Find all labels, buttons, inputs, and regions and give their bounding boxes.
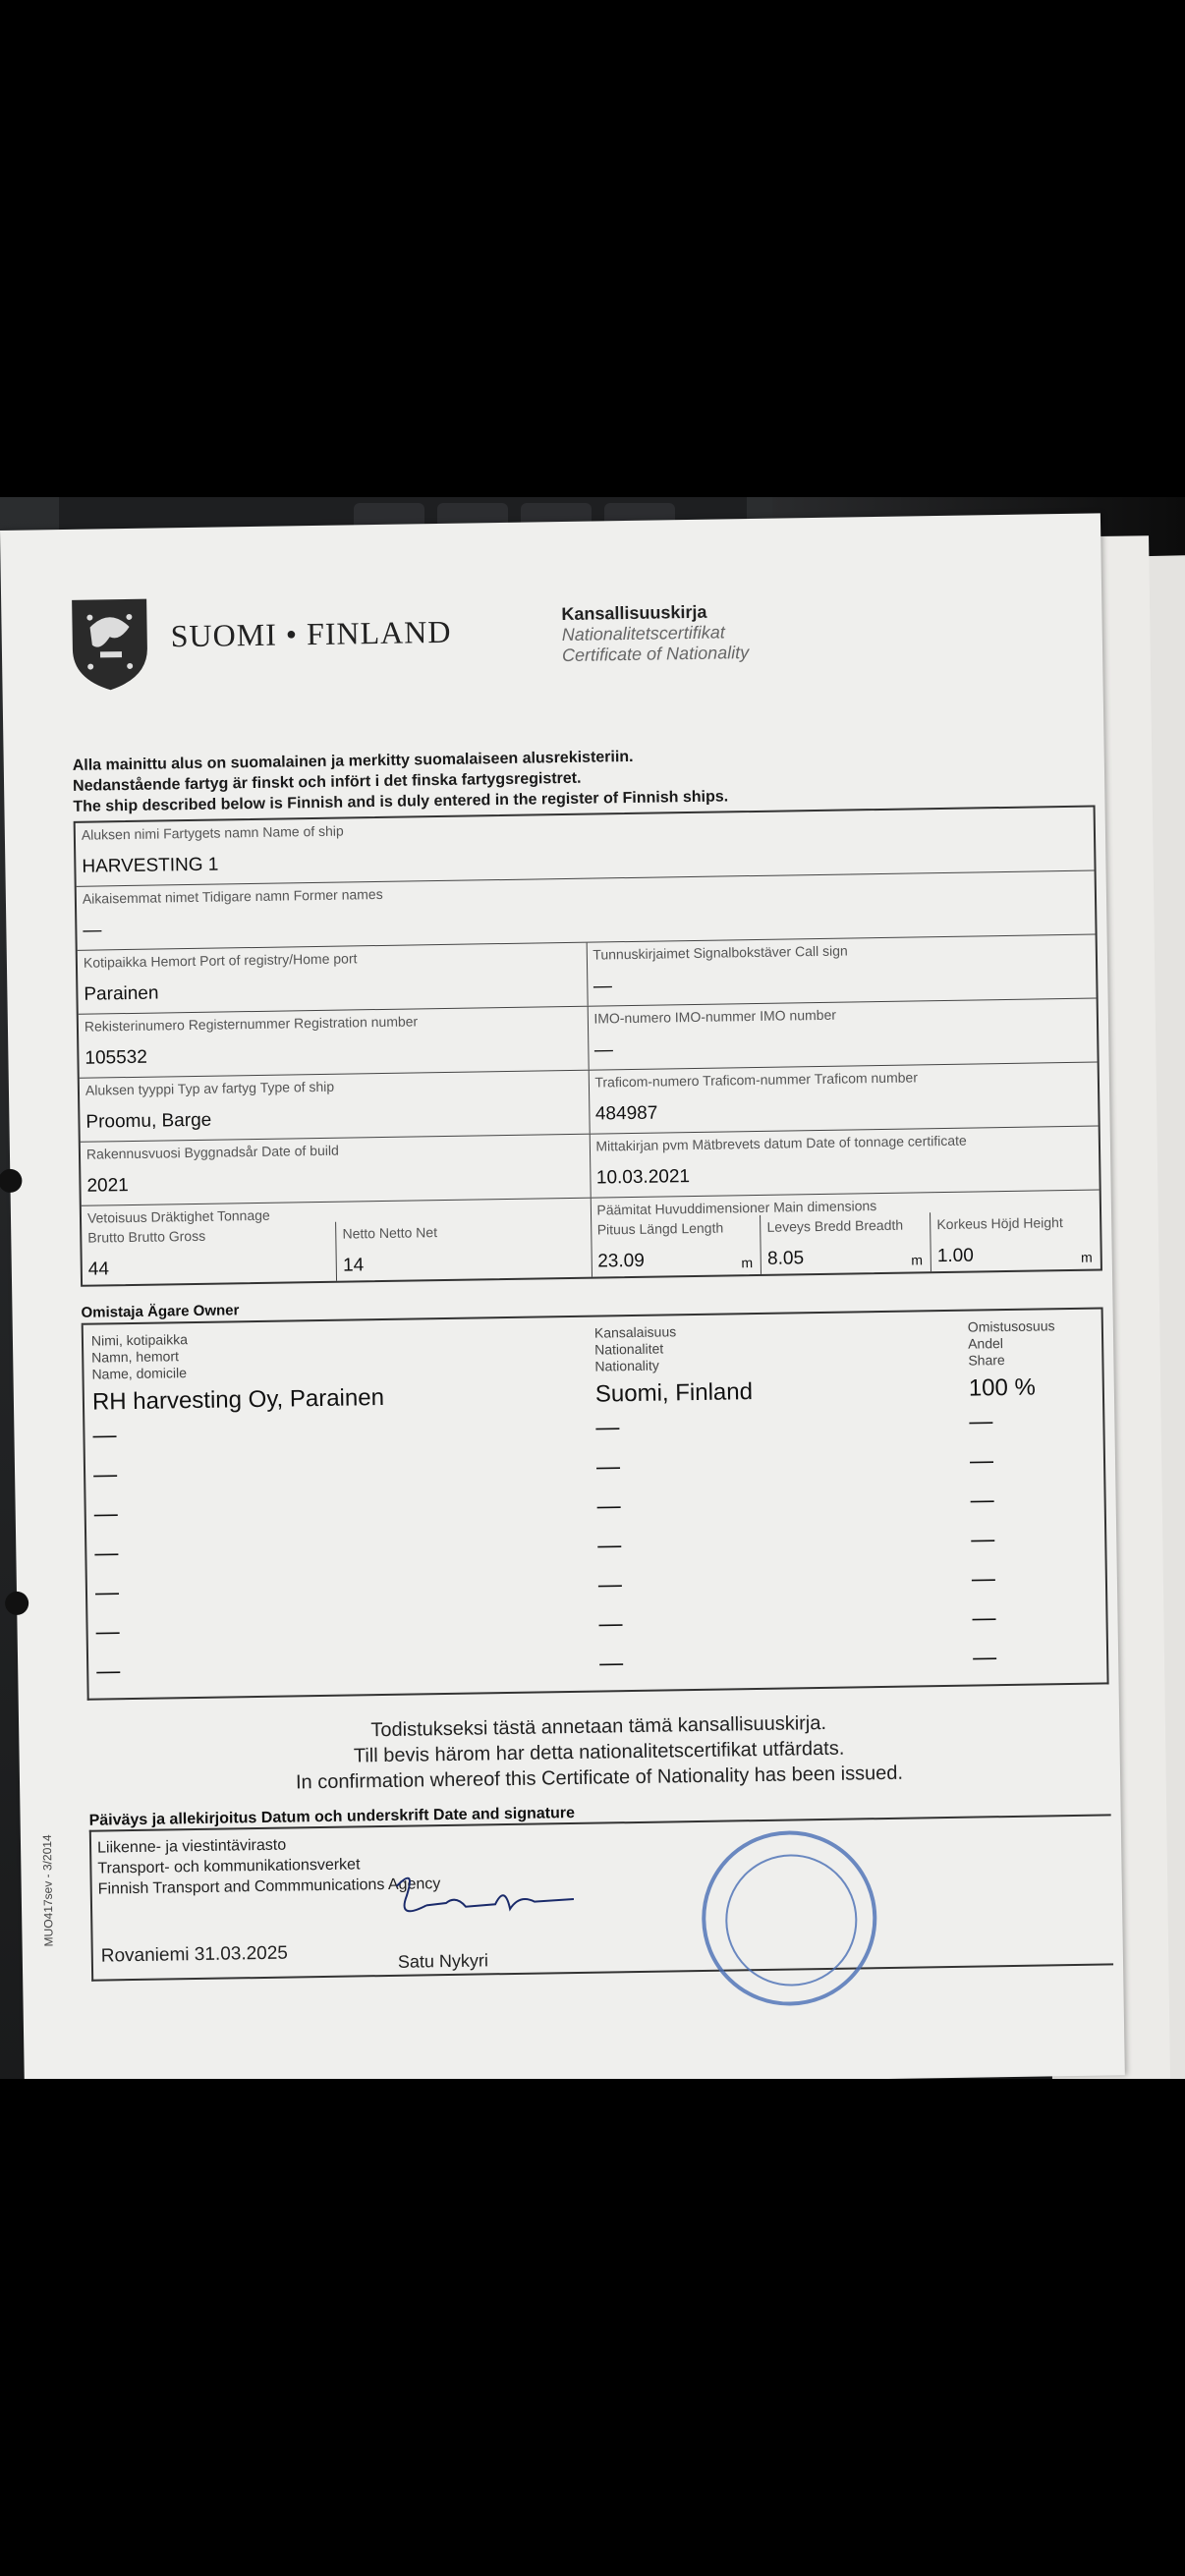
traficom-value: 484987 [594, 1102, 658, 1125]
net-label: Netto Netto Net [342, 1224, 438, 1242]
empty-entry: — [595, 1414, 620, 1441]
length-unit: m [741, 1255, 754, 1271]
document-header [70, 583, 1094, 716]
height-unit: m [1080, 1249, 1093, 1265]
former-names-label: Aikaisemmat nimet Tidigare namn Former names [82, 885, 383, 907]
intro-sv: Nedanstående fartyg är finskt och infört i det finska fartygsregistret. [72, 769, 582, 795]
agency-en: Finnish Transport and Commmunications Agency [97, 1876, 441, 1898]
country-title: SUOMI • FINLAND [170, 613, 452, 654]
intro-en: The ship described below is Finnish and is duly entered in the register of Finnish ships. [73, 788, 729, 815]
punch-hole [0, 1169, 23, 1193]
traficom-label: Traficom-numero Traficom-nummer Traficom number [594, 1069, 919, 1091]
empty-entry: — [598, 1610, 623, 1638]
length-label: Pituus Längd Length [596, 1219, 724, 1238]
empty-entry: — [597, 1532, 622, 1559]
confirm-en: In confirmation whereof this Certificate of Nationality has been issued. [295, 1762, 904, 1794]
empty-entry: — [92, 1422, 117, 1449]
length-value: 23.09 [597, 1250, 645, 1272]
confirmation-text [87, 1706, 1110, 1798]
agency-sv: Transport- och kommunikationsverket [97, 1856, 361, 1877]
certificate-page [0, 513, 1125, 2079]
ship-name-value: HARVESTING 1 [82, 854, 219, 877]
intro-fi: Alla mainittu alus on suomalainen ja merkitty suomalaiseen alusrekisteriin. [72, 748, 634, 774]
empty-entry: — [596, 1492, 621, 1520]
signature-heading: Päiväys ja allekirjoitus Datum och underskrift Date and signature [88, 1804, 576, 1829]
tonnage-group [82, 1199, 592, 1285]
nationality-label: Kansalaisuus Nationalitet Nationality [593, 1323, 677, 1374]
handwritten-signature [386, 1864, 603, 1935]
punch-hole [5, 1592, 28, 1615]
empty-entry: — [972, 1604, 996, 1632]
empty-entry: — [970, 1486, 994, 1514]
owner-nationality-column [594, 1319, 974, 1684]
signer-name: Satu Nykyri [397, 1950, 489, 1972]
ship-details-table [74, 806, 1102, 1287]
empty-entry: — [969, 1408, 993, 1435]
gross-label: Brutto Brutto Gross [87, 1227, 206, 1246]
call-sign-value: — [592, 976, 613, 997]
agency-fi: Liikenne- ja viestintävirasto [96, 1836, 287, 1857]
empty-entry: — [598, 1650, 624, 1677]
owner-name-label: Nimi, kotipaikka Namn, hemort Name, domicile [90, 1331, 189, 1382]
empty-entry: — [595, 1453, 621, 1481]
share-value: 100 % [968, 1373, 1037, 1402]
photo-area [0, 497, 1185, 2079]
owner-share-column [968, 1317, 1101, 1678]
owner-name-column [91, 1325, 589, 1692]
dims-label: Päämitat Huvuddimensioner Main dimensions [596, 1198, 877, 1218]
imo-value: — [593, 1039, 614, 1061]
empty-entry: — [94, 1540, 119, 1567]
empty-entry: — [597, 1571, 623, 1598]
certificate-title [561, 601, 749, 666]
height-value: 1.00 [936, 1245, 975, 1267]
nationality-value: Suomi, Finland [594, 1378, 754, 1408]
dimensions-group [590, 1191, 1100, 1277]
owner-heading: Omistaja Ägare Owner [81, 1288, 1102, 1324]
imo-label: IMO-numero IMO-nummer IMO number [593, 1006, 837, 1027]
place-and-date: Rovaniemi 31.03.2025 [100, 1942, 289, 1967]
height-label: Korkeus Höjd Height [936, 1214, 1063, 1233]
cert-title-sv: Nationalitetscertifikat [561, 622, 725, 645]
stamp-inner-ring [724, 1853, 858, 1987]
empty-entry: — [95, 1618, 120, 1646]
home-port-value: Parainen [84, 982, 159, 1005]
empty-entry: — [93, 1500, 118, 1528]
reg-no-label: Rekisterinumero Registernummer Registration number [84, 1013, 419, 1035]
breadth-value: 8.05 [766, 1248, 805, 1269]
breadth-unit: m [911, 1252, 924, 1268]
home-port-label: Kotipaikka Hemort Port of registry/Home port [83, 950, 358, 971]
empty-entry: — [969, 1447, 994, 1475]
build-value: 2021 [86, 1175, 129, 1197]
empty-entry: — [94, 1579, 120, 1606]
intro-statement [73, 740, 1096, 817]
cert-title-en: Certificate of Nationality [561, 643, 750, 666]
signature-box [39, 1814, 1113, 1981]
tonnage-cert-label: Mittakirjan pvm Mätbrevets datum Date of tonnage certificate [595, 1132, 967, 1154]
confirm-sv: Till bevis härom har detta nationalitetscertifikat utfärdats. [353, 1737, 845, 1767]
call-sign-label: Tunnuskirjaimet Signalbokstäver Call sign [592, 942, 848, 963]
row-tonnage-dimensions [82, 1191, 1100, 1285]
owner-table [82, 1309, 1109, 1700]
form-code: MUO417sev - 3/2014 [39, 1834, 56, 1947]
cert-title-fi: Kansallisuuskirja [561, 601, 707, 625]
share-label: Omistusosuus Andel Share [967, 1317, 1055, 1369]
breadth-label: Leveys Bredd Breadth [766, 1216, 904, 1235]
confirm-fi: Todistukseksi tästä annetaan tämä kansallisuuskirja. [370, 1711, 827, 1742]
empty-entry: — [92, 1461, 118, 1488]
tonnage-label: Vetoisuus Dräktighet Tonnage [86, 1206, 270, 1226]
build-label: Rakennusvuosi Byggnadsår Date of build [85, 1142, 339, 1162]
empty-entry: — [971, 1565, 996, 1593]
reg-no-value: 105532 [85, 1046, 148, 1069]
former-names-value: — [83, 920, 102, 941]
gross-value: 44 [87, 1259, 110, 1280]
official-stamp [701, 1829, 878, 2007]
type-label: Aluksen tyyppi Typ av fartyg Type of ship [85, 1078, 335, 1098]
ship-name-label: Aluksen nimi Fartygets namn Name of ship [81, 822, 344, 843]
empty-entry: — [96, 1657, 121, 1685]
empty-entry: — [972, 1644, 997, 1671]
coat-of-arms-icon [70, 597, 149, 693]
type-value: Proomu, Barge [85, 1109, 212, 1133]
empty-entry: — [971, 1526, 995, 1553]
owner-name-value: RH harvesting Oy, Parainen [91, 1383, 385, 1416]
tonnage-cert-value: 10.03.2021 [595, 1166, 691, 1189]
net-value: 14 [342, 1255, 365, 1276]
